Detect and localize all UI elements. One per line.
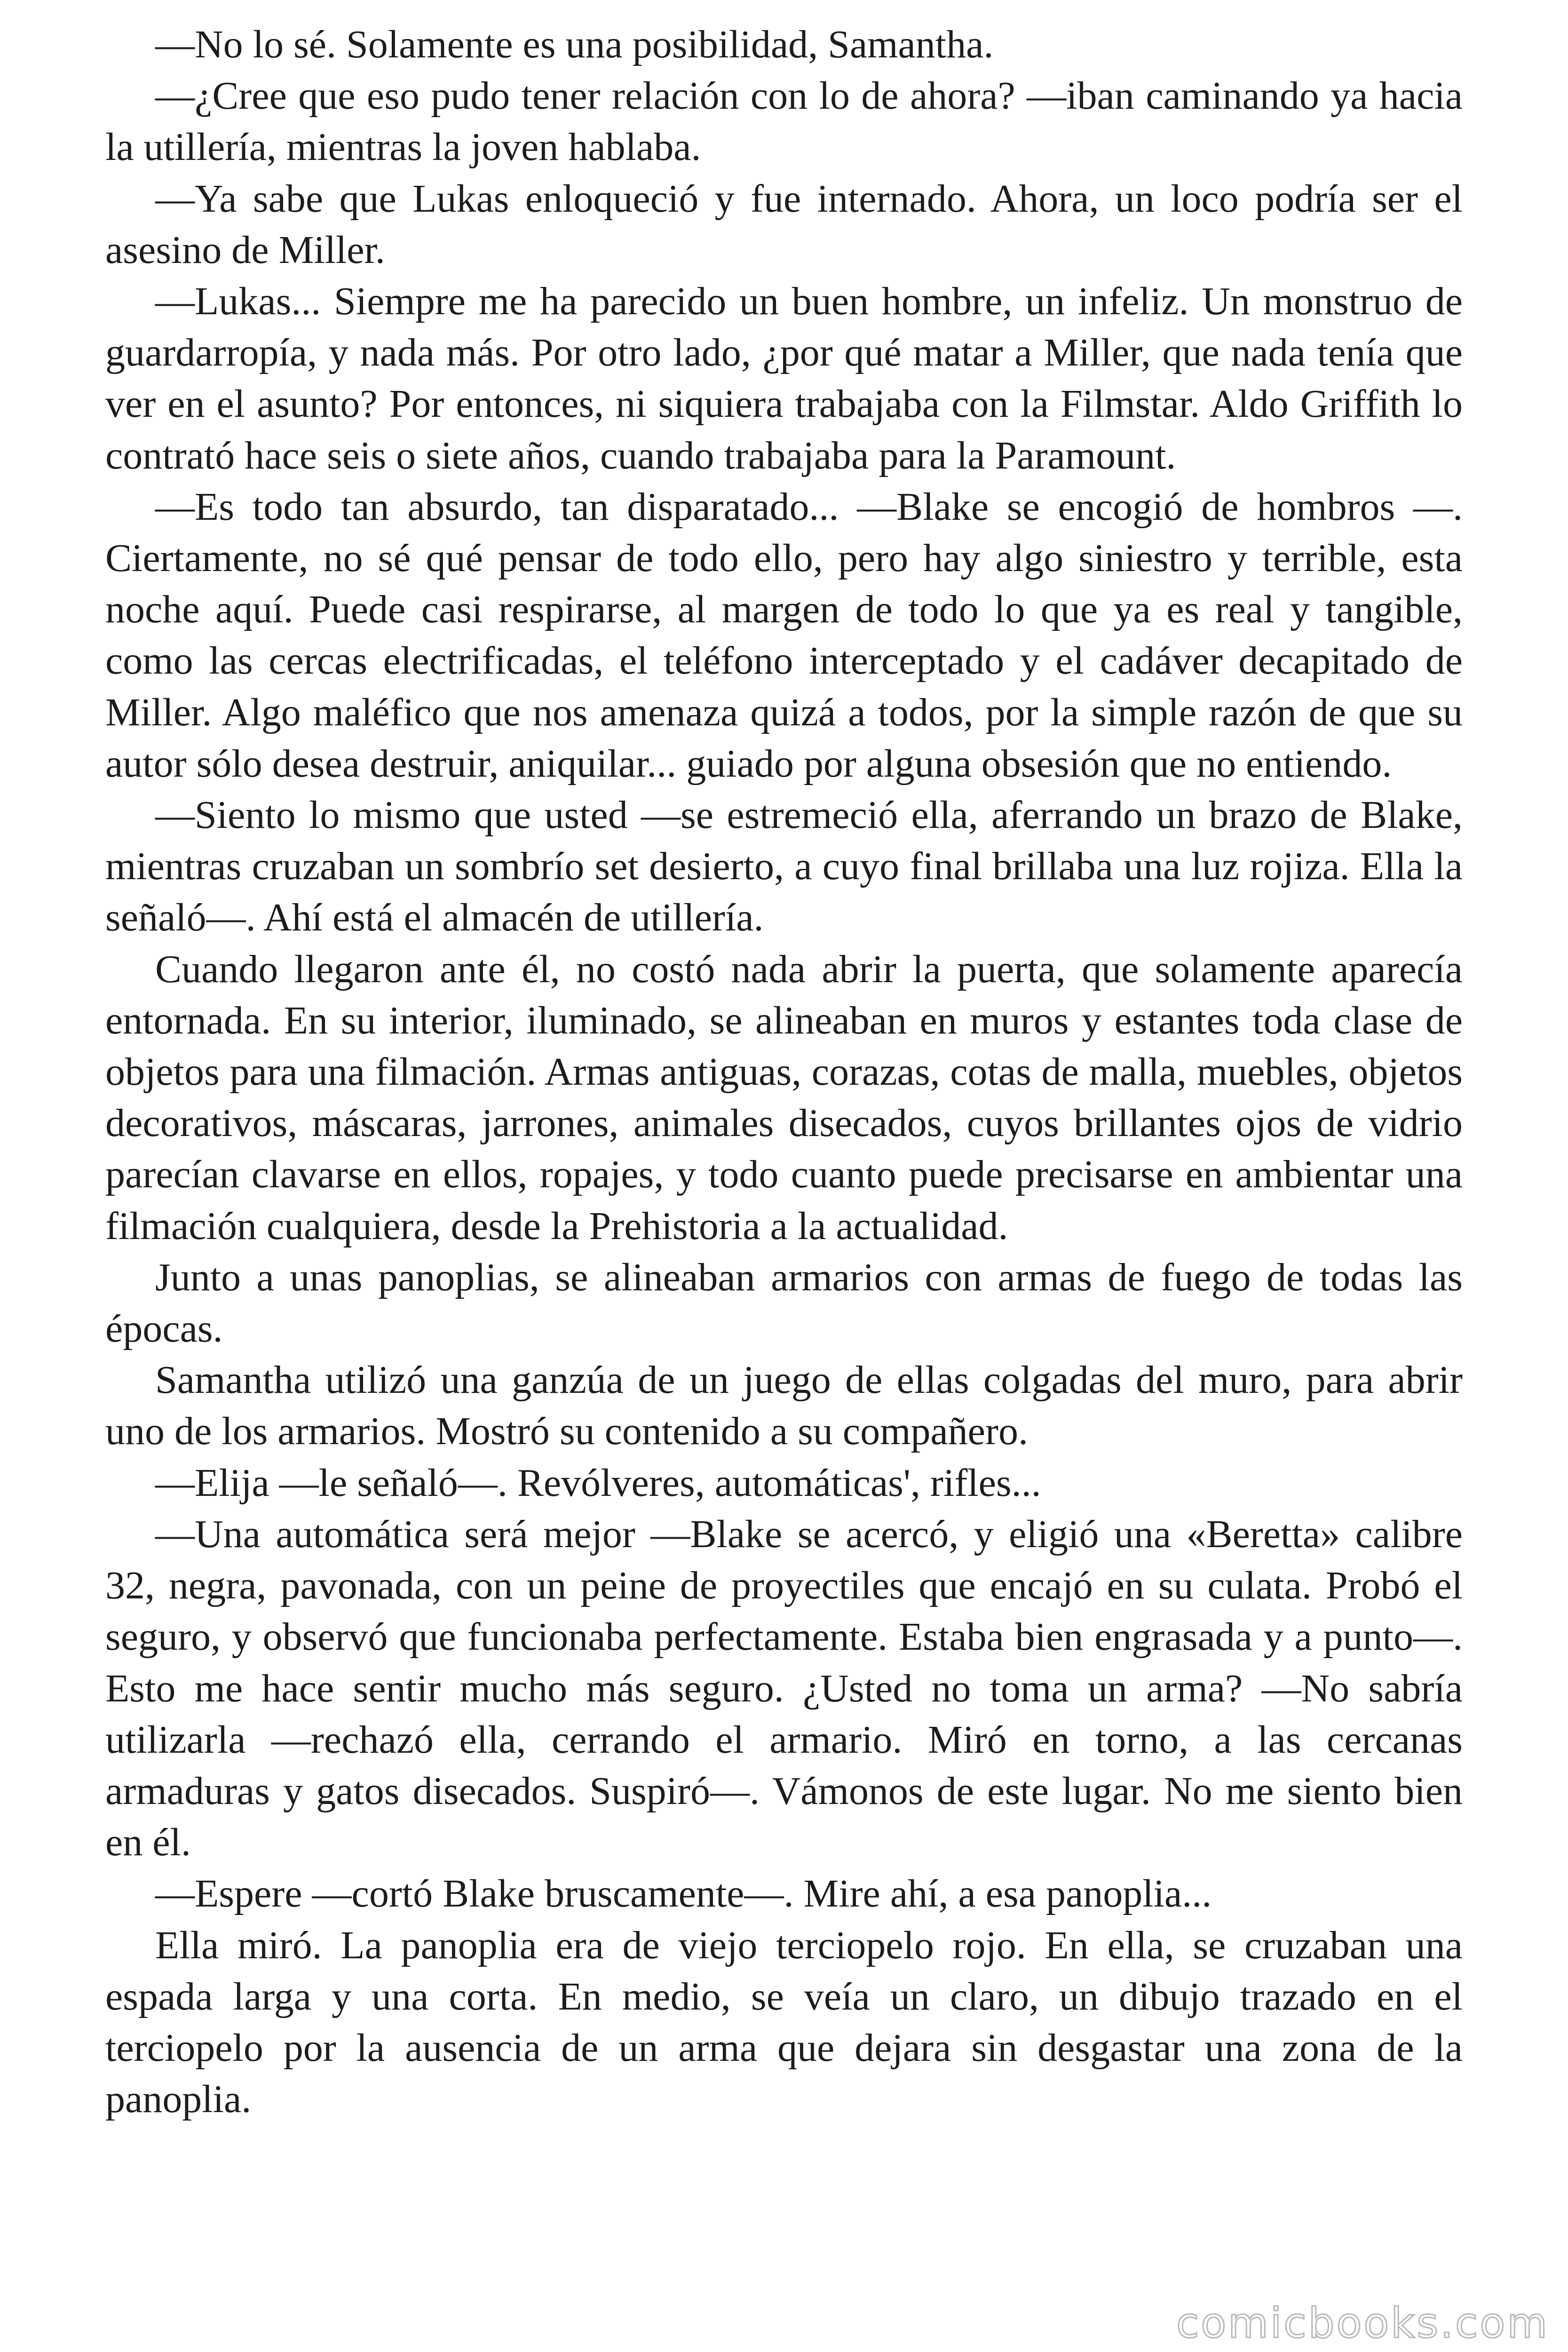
paragraph: —Siento lo mismo que usted —se estremeció ella, aferrando un brazo de Blake, mientras cruzaban un sombrío set desierto, a cuyo final brillaba una luz rojiza. Ella la señaló—. Ahí está el almacén de utillería.	[105, 793, 1463, 940]
watermark: comicbooks.com	[1176, 2299, 1549, 2347]
paragraph: Samantha utilizó una ganzúa de un juego de ellas colgadas del muro, para abrir uno de los armarios. Mostró su contenido a su compañero.	[105, 1358, 1463, 1454]
paragraph: Ella miró. La panoplia era de viejo terciopelo rojo. En ella, se cruzaban una espada larga y una corta. En medio, se veía un claro, un dibujo trazado en el terciopelo por la ausencia de un arma que dejara sin desgastar una zona de la panoplia.	[105, 1923, 1463, 2122]
paragraph: —Ya sabe que Lukas enloqueció y fue internado. Ahora, un loco podría ser el asesino de Miller.	[105, 176, 1463, 272]
paragraph: —Una automática será mejor —Blake se acercó, y eligió una «Beretta» calibre 32, negra, pavonada, con un peine de proyectiles que encajó en su culata. Probó el seguro, y observó que funcionaba perfectamente. Estaba bien engrasada y a punto—. Esto me hace sentir mucho más seguro. ¿Usted no toma un arma? —No sabría utilizarla —rechazó ella, cerrando el armario. Miró en torno, a las cercanas armaduras y gatos disecados. Suspiró—. Vámonos de este lugar. No me siento bien en él.	[105, 1512, 1463, 1865]
paragraph: —Es todo tan absurdo, tan disparatado... —Blake se encogió de hombros —. Ciertamente, no sé qué pensar de todo ello, pero hay algo siniestro y terrible, esta noche aquí. Puede casi respirarse, al margen de todo lo que ya es real y tangible, como las cercas electrificadas, el teléfono interceptado y el cadáver decapitado de Miller. Algo maléfico que nos amenaza quizá a todos, por la simple razón de que su autor sólo desea destruir, aniquilar... guiado por alguna obsesión que no entiendo.	[105, 485, 1463, 786]
paragraph: Junto a unas panoplias, se alineaban armarios con armas de fuego de todas las épocas.	[105, 1255, 1463, 1351]
paragraph: —¿Cree que eso pudo tener relación con lo de ahora? —iban caminando ya hacia la utillería, mientras la joven hablaba.	[105, 74, 1463, 169]
paragraph: —Espere —cortó Blake bruscamente—. Mire ahí, a esa panoplia...	[155, 1872, 1212, 1916]
paragraph: —No lo sé. Solamente es una posibilidad, Samantha.	[155, 23, 994, 66]
paragraph: —Lukas... Siempre me ha parecido un buen hombre, un infeliz. Un monstruo de guardarropía, y nada más. Por otro lado, ¿por qué matar a Miller, que nada tenía que ver en el asunto? Por entonces, ni siquiera trabajaba con la Filmstar. Aldo Griffith lo contrató hace seis o siete años, cuando trabajaba para la Paramount.	[105, 279, 1463, 477]
paragraph: Cuando llegaron ante él, no costó nada abrir la puerta, que solamente aparecía entornada. En su interior, iluminado, se alineaban en muros y estantes toda clase de objetos para una filmación. Armas antiguas, corazas, cotas de malla, muebles, objetos decorativos, máscaras, jarrones, animales disecados, cuyos brillantes ojos de vidrio parecían clavarse en ellos, ropajes, y todo cuanto puede precisarse en ambientar una filmación cualquiera, desde la Prehistoria a la actualidad.	[105, 947, 1463, 1248]
paragraph: —Elija —le señaló—. Revólveres, automáticas', rifles...	[155, 1461, 1041, 1505]
page-text	[105, 19, 1463, 2125]
